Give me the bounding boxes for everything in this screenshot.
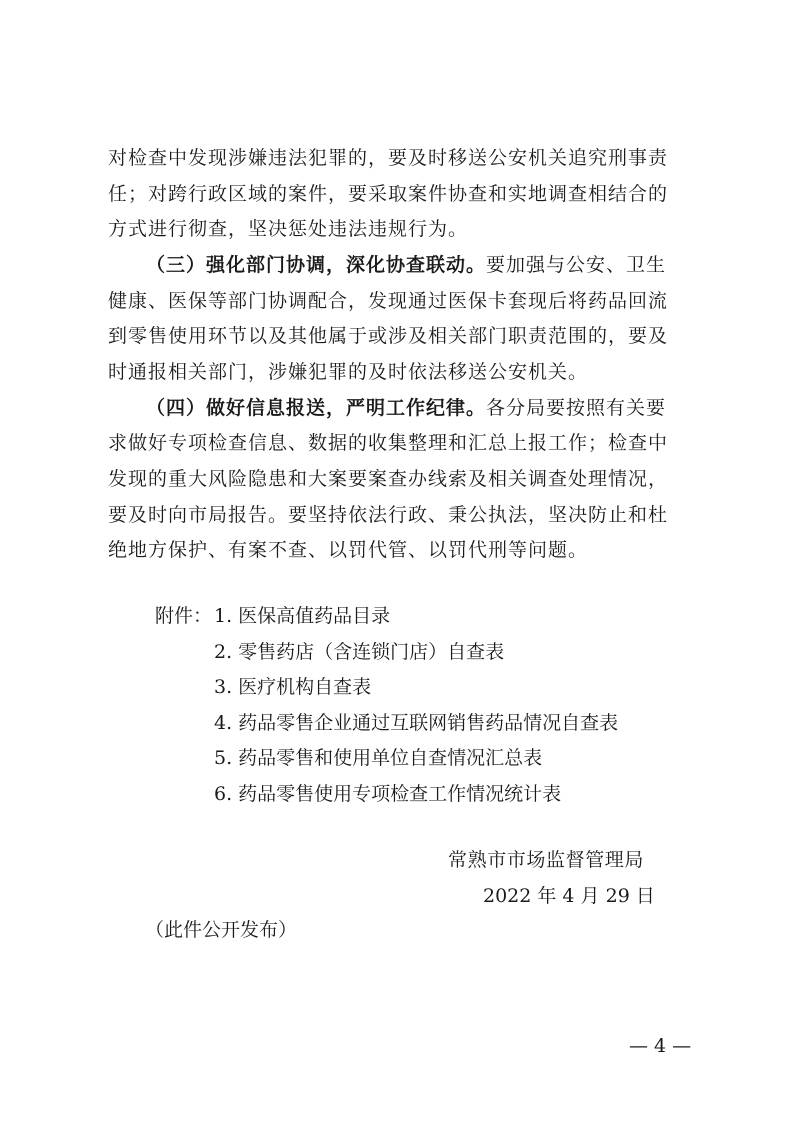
attachment-item: 4. 药品零售企业通过互联网销售药品情况自查表 <box>214 712 619 734</box>
attachment-item: 1. 医保高值药品目录 <box>214 605 391 627</box>
issuing-organization: 常熟市市场监督管理局 <box>448 849 645 871</box>
attachment-item: 3. 医疗机构自查表 <box>214 676 372 698</box>
publication-note: （此件公开发布） <box>145 919 298 941</box>
paragraph-line: 时通报相关部门，涉嫌犯罪的及时依法移送公安机关。 <box>108 361 589 383</box>
paragraph-line: 对检查中发现涉嫌违法犯罪的，要及时移送公安机关追究刑事责 <box>108 147 669 169</box>
paragraph-first-line <box>146 253 666 277</box>
paragraph-text: 各分局要按照有关要 <box>486 397 667 419</box>
paragraph-line: 求做好专项检查信息、数据的收集整理和汇总上报工作；检查中 <box>108 432 669 454</box>
issue-date: 2022 年 4 月 29 日 <box>483 885 655 907</box>
attachment-item: 5. 药品零售和使用单位自查情况汇总表 <box>214 747 543 769</box>
paragraph-line: 到零售使用环节以及其他属于或涉及相关部门职责范围的，要及 <box>108 325 669 347</box>
attachment-item: 6. 药品零售使用专项检查工作情况统计表 <box>214 783 562 805</box>
paragraph-line: 健康、医保等部门协调配合，发现通过医保卡套现后将药品回流 <box>108 290 669 312</box>
page-number: — 4 — <box>629 1035 692 1057</box>
paragraph-line: 要及时向市局报告。要坚持依法行政、秉公执法，坚决防止和杜 <box>108 504 669 526</box>
attachments-label: 附件： <box>155 605 213 627</box>
paragraph-text: 要加强与公安、卫生 <box>486 254 667 276</box>
paragraph-first-line <box>146 396 666 420</box>
paragraph-line: 绝地方保护、有案不查、以罚代管、以罚代刑等问题。 <box>108 539 589 561</box>
section-heading: （三）强化部门协调，深化协查联动。 <box>146 254 487 276</box>
attachment-item: 2. 零售药店（含连锁门店）自查表 <box>214 641 505 663</box>
paragraph-line: 任；对跨行政区域的案件，要采取案件协查和实地调查相结合的 <box>108 183 669 205</box>
paragraph-line: 发现的重大风险隐患和大案要案查办线索及相关调查处理情况， <box>108 468 669 490</box>
section-heading: （四）做好信息报送，严明工作纪律。 <box>146 397 487 419</box>
paragraph-line: 方式进行彻查，坚决惩处违法违规行为。 <box>108 218 469 240</box>
